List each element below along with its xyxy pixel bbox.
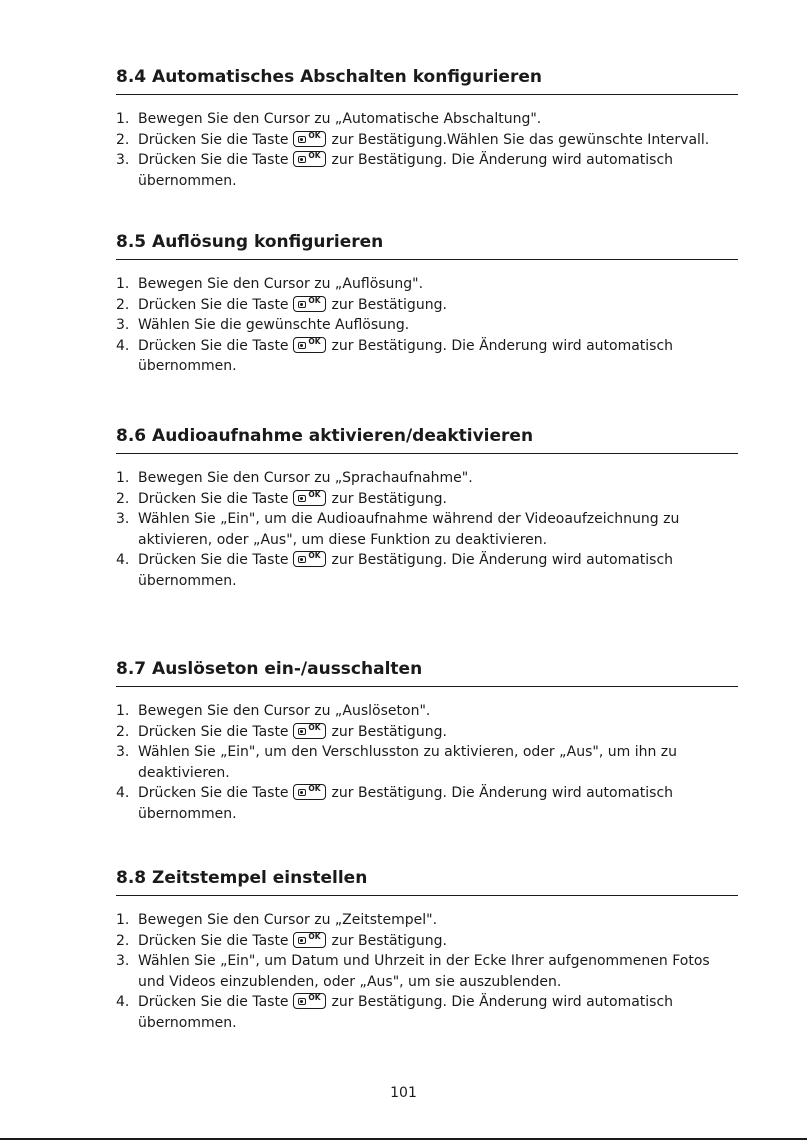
section-8-8 (116, 867, 738, 1033)
ok-key-icon (293, 551, 326, 567)
camera-icon (298, 728, 306, 735)
step-text: Drücken Sie die Taste (138, 723, 289, 740)
ok-key-icon (293, 296, 326, 312)
list-item (116, 150, 738, 191)
steps-list (116, 910, 738, 1033)
ok-key-icon (293, 993, 326, 1009)
step-text-after: zur Bestätigung. (331, 490, 447, 507)
step-text-after: zur Bestätigung. Die Änderung wird automatisch übernommen. (138, 337, 674, 374)
step-number: 1. (116, 912, 130, 928)
ok-key-label: OK (308, 931, 321, 941)
ok-key-label: OK (308, 295, 321, 305)
page-number: 101 (390, 1085, 417, 1101)
list-item (116, 468, 738, 489)
step-number: 4. (116, 337, 130, 354)
step-text: Drücken Sie die Taste (138, 785, 289, 801)
camera-icon (298, 556, 306, 563)
step-text: Bewegen Sie den Cursor zu „Auflösung". (138, 276, 424, 292)
step-text: Drücken Sie die Taste (138, 152, 289, 168)
step-text: Drücken Sie die Taste (138, 490, 289, 507)
ok-key-label: OK (308, 489, 321, 499)
section-title: 8.6 Audioaufnahme aktivieren/deaktivieren (116, 425, 738, 454)
ok-key-icon (293, 723, 326, 739)
step-number: 2. (116, 723, 130, 740)
step-number: 1. (116, 111, 130, 127)
ok-key-label: OK (308, 993, 321, 1002)
ok-key-icon (293, 337, 326, 353)
ok-key-icon (293, 932, 326, 948)
step-text: Bewegen Sie den Cursor zu „Zeitstempel". (138, 912, 438, 928)
ok-key-label: OK (308, 151, 321, 160)
list-item (116, 701, 738, 722)
step-number: 1. (116, 470, 130, 486)
list-item (116, 336, 738, 377)
step-number: 3. (116, 317, 130, 333)
ok-key-icon (293, 131, 326, 147)
step-number: 4. (116, 994, 130, 1010)
camera-icon (298, 495, 306, 502)
step-text: Drücken Sie die Taste (138, 131, 289, 148)
list-item (116, 274, 738, 295)
step-text: Drücken Sie die Taste (138, 552, 289, 568)
steps-list (116, 701, 738, 824)
ok-key-icon (293, 784, 326, 800)
section-title: 8.4 Automatisches Abschalten konfigurieren (116, 66, 738, 95)
ok-key-icon (293, 490, 326, 506)
camera-icon (298, 156, 306, 163)
step-text: Wählen Sie „Ein", um Datum und Uhrzeit in der Ecke Ihrer aufgenommenen Fotos und Videos einzublenden, oder „Aus", um sie auszublenden. (138, 953, 710, 990)
step-text: Drücken Sie die Taste (138, 337, 289, 354)
ok-key-label: OK (308, 784, 321, 793)
step-text-after: zur Bestätigung. (331, 296, 447, 313)
camera-icon (298, 998, 306, 1005)
ok-key-icon (293, 151, 326, 167)
step-text-after: zur Bestätigung. Die Änderung wird automatisch übernommen. (138, 552, 674, 589)
camera-icon (298, 136, 306, 143)
step-text: Drücken Sie die Taste (138, 296, 289, 313)
step-number: 1. (116, 703, 130, 719)
list-item (116, 992, 738, 1033)
step-text: Drücken Sie die Taste (138, 994, 289, 1010)
section-8-7 (116, 658, 738, 824)
list-item (116, 722, 738, 743)
step-number: 1. (116, 276, 130, 292)
section-title: 8.7 Auslöseton ein-/ausschalten (116, 658, 738, 687)
section-8-6 (116, 425, 738, 591)
bottom-divider (0, 1138, 807, 1140)
step-number: 4. (116, 785, 130, 801)
step-text: Bewegen Sie den Cursor zu „Sprachaufnahme". (138, 470, 473, 486)
step-number: 2. (116, 131, 130, 148)
list-item (116, 951, 738, 992)
step-number: 2. (116, 490, 130, 507)
ok-key-label: OK (308, 722, 321, 732)
list-item (116, 783, 738, 824)
step-text-after: zur Bestätigung. Die Änderung wird automatisch übernommen. (138, 785, 674, 822)
ok-key-label: OK (308, 551, 321, 560)
list-item (116, 295, 738, 316)
step-number: 2. (116, 932, 130, 949)
ok-key-label: OK (308, 130, 321, 140)
step-text-after: zur Bestätigung.Wählen Sie das gewünschte Intervall. (331, 131, 710, 148)
list-item (116, 315, 738, 336)
list-item (116, 742, 738, 783)
camera-icon (298, 342, 306, 349)
step-number: 3. (116, 511, 130, 527)
steps-list (116, 109, 738, 191)
step-number: 3. (116, 152, 130, 168)
step-text: Bewegen Sie den Cursor zu „Automatische Abschaltung". (138, 111, 542, 127)
step-number: 2. (116, 296, 130, 313)
steps-list (116, 274, 738, 377)
section-8-4 (116, 66, 738, 191)
step-text: Bewegen Sie den Cursor zu „Auslöseton". (138, 703, 431, 719)
list-item (116, 550, 738, 591)
step-text: Drücken Sie die Taste (138, 932, 289, 949)
list-item (116, 509, 738, 550)
list-item (116, 489, 738, 510)
section-8-5 (116, 231, 738, 377)
camera-icon (298, 937, 306, 944)
step-text-after: zur Bestätigung. (331, 932, 447, 949)
step-number: 3. (116, 953, 130, 969)
camera-icon (298, 789, 306, 796)
section-title: 8.8 Zeitstempel einstellen (116, 867, 738, 896)
step-number: 3. (116, 744, 130, 760)
ok-key-label: OK (308, 336, 321, 346)
step-text: Wählen Sie „Ein", um den Verschlusston zu aktivieren, oder „Aus", um ihn zu deaktivieren. (138, 744, 677, 781)
step-text: Wählen Sie die gewünschte Auflösung. (138, 317, 410, 333)
list-item (116, 109, 738, 130)
section-title: 8.5 Auflösung konfigurieren (116, 231, 738, 260)
list-item (116, 931, 738, 952)
list-item (116, 910, 738, 931)
step-number: 4. (116, 552, 130, 568)
camera-icon (298, 301, 306, 308)
step-text: Wählen Sie „Ein", um die Audioaufnahme während der Videoaufzeichnung zu aktivieren, oder „Aus", um diese Funktion zu deaktivieren. (138, 511, 680, 548)
step-text-after: zur Bestätigung. (331, 723, 447, 740)
step-text-after: zur Bestätigung. Die Änderung wird automatisch übernommen. (138, 994, 674, 1031)
steps-list (116, 468, 738, 591)
step-text-after: zur Bestätigung. Die Änderung wird automatisch übernommen. (138, 152, 674, 189)
list-item (116, 130, 738, 151)
